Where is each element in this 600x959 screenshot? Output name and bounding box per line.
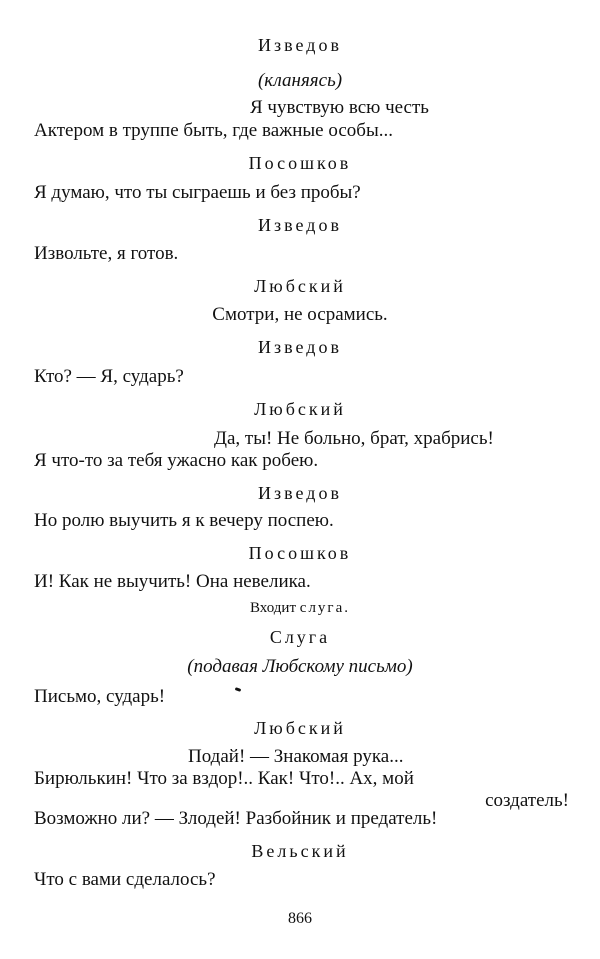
verse-line: Но ролю выучить я к вечеру поспею. — [34, 510, 334, 531]
verse-line-continuation: создатель! — [485, 790, 569, 811]
verse-line: Актером в труппе быть, где важные особы... — [34, 120, 393, 141]
verse-line: Письмо, сударь! — [34, 686, 166, 707]
speaker-sluga: Слуга — [269, 627, 331, 647]
speaker-pososhkov: Посошков — [248, 543, 352, 563]
speaker-izvedov: Изведов — [258, 35, 342, 55]
verse-line: Что с вами сделалось? — [34, 869, 216, 890]
verse-line: Я чувствую всю честь — [250, 97, 429, 118]
verse-line: Я что-то за тебя ужасно как робею. — [34, 450, 319, 471]
stage-direction-enters — [0, 597, 600, 619]
stage-direction: (кланяясь) — [257, 70, 343, 91]
verse-line: И! Как не выучить! Она невелика. — [34, 571, 311, 592]
verse-line: Бирюлькин! Что за вздор!.. Как! Что!.. Ах, мой — [34, 768, 414, 789]
speaker-velsky: Вельский — [251, 841, 349, 861]
verse-line: Смотри, не осрамись. — [212, 304, 388, 325]
verse-line: Кто? — Я, сударь? — [34, 366, 184, 387]
stage-direction-servant: слуга. — [299, 600, 350, 616]
verse-line: Возможно ли? — Злодей! Разбойник и предатель! — [34, 808, 438, 829]
verse-line: Я думаю, что ты сыграешь и без пробы? — [34, 182, 361, 203]
ink-speck — [235, 687, 242, 692]
speaker-izvedov: Изведов — [258, 215, 342, 235]
verse-line: Извольте, я готов. — [34, 243, 179, 264]
speaker-lyubsky: Любский — [254, 399, 346, 419]
stage-direction-text: Входит — [250, 600, 300, 616]
speaker-izvedov: Изведов — [258, 337, 342, 357]
verse-line: Да, ты! Не больно, брат, храбрись! — [214, 428, 494, 449]
speaker-lyubsky: Любский — [254, 718, 346, 738]
stage-direction: (подавая Любскому письмо) — [187, 656, 413, 677]
speaker-pososhkov: Посошков — [248, 153, 352, 173]
page-number: 866 — [288, 910, 312, 927]
verse-line: Подай! — Знакомая рука... — [188, 746, 404, 767]
speaker-lyubsky: Любский — [254, 276, 346, 296]
speaker-izvedov: Изведов — [258, 483, 342, 503]
